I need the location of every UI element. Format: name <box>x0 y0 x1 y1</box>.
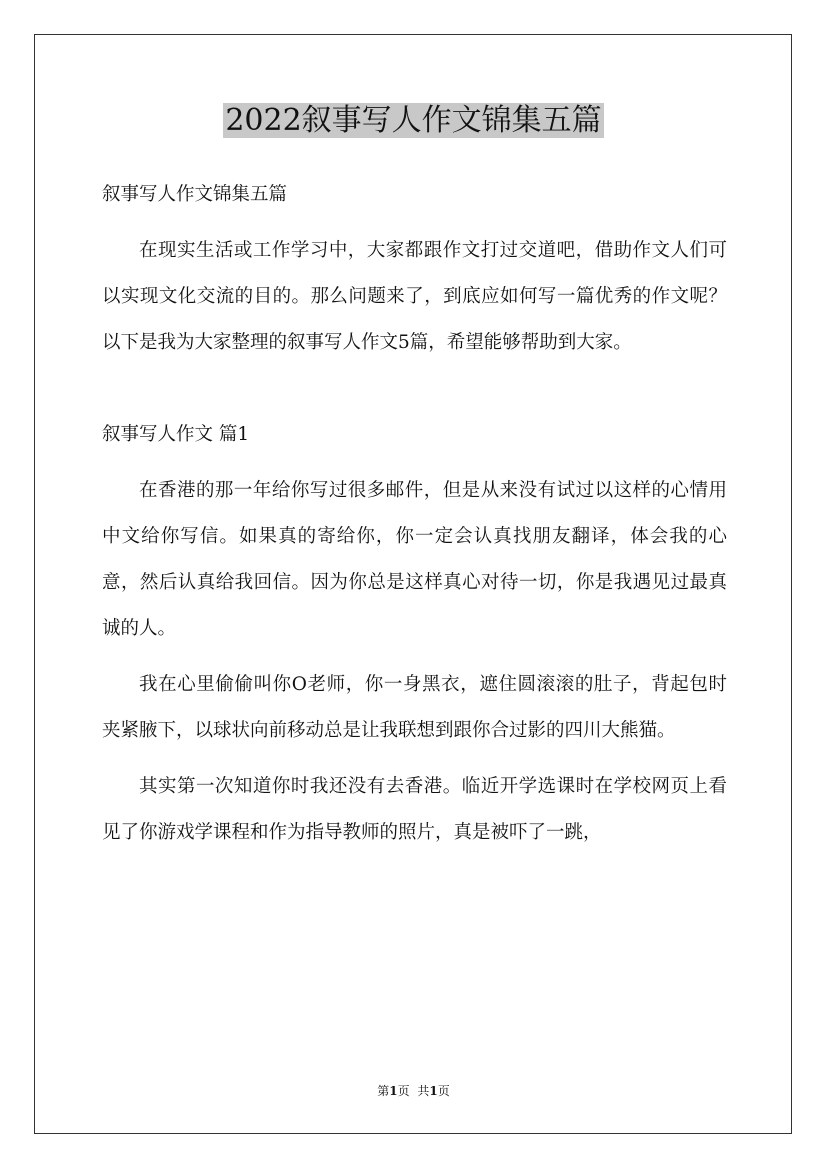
footer-total-pages: 1 <box>429 1084 438 1098</box>
footer-page-number: 1 <box>389 1084 398 1098</box>
paragraph-gap <box>102 652 727 662</box>
footer-total-prefix: 共 <box>417 1084 430 1098</box>
heading-gap <box>102 458 727 468</box>
section-spacer <box>102 366 727 412</box>
body-paragraph-1: 在香港的那一年给你写过很多邮件，但是从来没有试过以这样的心情用中文给你写信。如果真的寄给你，你一定会认真找朋友翻译，体会我的心意，然后认真给我回信。因为你总是这样真心对待一切，你是我遇见过最真诚的人。 <box>102 480 727 639</box>
footer-total-suffix: 页 <box>437 1084 450 1098</box>
intro-paragraph: 在现实生活或工作学习中，大家都跟作文打过交道吧，借助作文人们可以实现文化交流的目的。那么问题来了，到底应如何写一篇优秀的作文呢？以下是我为大家整理的叙事写人作文5篇，希望能够帮助到大家。 <box>102 240 727 353</box>
document-title <box>0 101 827 141</box>
body-paragraph-2: 我在心里偷偷叫你O老师，你一身黑衣，遮住圆滚滚的肚子，背起包时夹紧腋下，以球状向前移动总是让我联想到跟你合过影的四川大熊猫。 <box>102 674 727 741</box>
footer-prefix: 第 <box>377 1084 390 1098</box>
document-subtitle: 叙事写人作文锦集五篇 <box>102 184 288 205</box>
page-footer <box>0 1083 827 1099</box>
body-paragraph-3: 其实第一次知道你时我还没有去香港。临近开学选课时在学校网页上看见了你游戏学课程和作为指导教师的照片，真是被吓了一跳， <box>102 776 727 843</box>
footer-page-suffix: 页 <box>397 1084 410 1098</box>
document-title-text: 2022叙事写人作文锦集五篇 <box>225 103 602 138</box>
subtitle-gap <box>102 218 727 228</box>
paragraph-gap <box>102 754 727 764</box>
section-heading: 叙事写人作文 篇1 <box>102 424 250 445</box>
document-body <box>102 172 727 856</box>
